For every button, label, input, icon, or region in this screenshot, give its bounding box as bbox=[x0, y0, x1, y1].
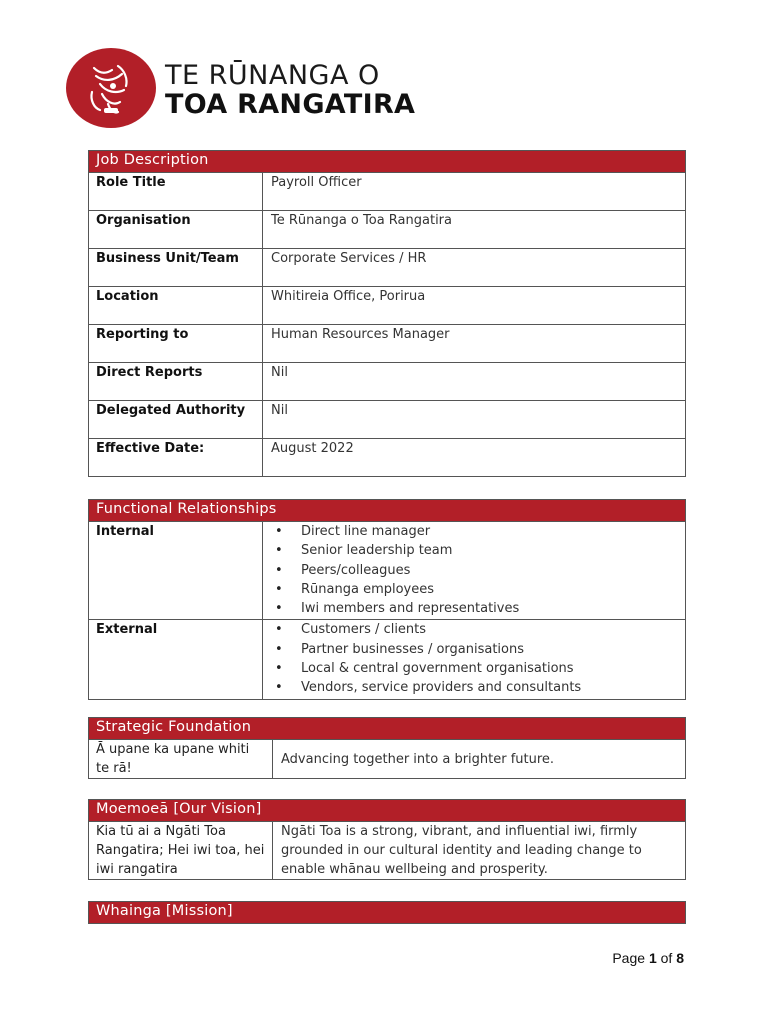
row-value-location: Whitireia Office, Porirua bbox=[263, 287, 686, 325]
table-row bbox=[89, 249, 686, 287]
list-item: • Peers/colleagues bbox=[293, 561, 685, 580]
internal-label: Internal bbox=[89, 522, 263, 620]
brand-line-2: TOA RANGATIRA bbox=[165, 89, 416, 120]
vision-header: Moemoeā [Our Vision] bbox=[89, 800, 686, 822]
external-list bbox=[263, 620, 685, 697]
strategic-foundation-translation: Advancing together into a brighter future. bbox=[273, 740, 686, 779]
table-row bbox=[89, 401, 686, 439]
row-value-organisation: Te Rūnanga o Toa Rangatira bbox=[263, 211, 686, 249]
table-row bbox=[89, 439, 686, 477]
table-row bbox=[89, 173, 686, 211]
vision-statement-maori: Kia tū ai a Ngāti Toa Rangatira; Hei iwi toa, hei iwi rangatira bbox=[89, 822, 273, 880]
of-word: of bbox=[660, 950, 673, 966]
list-item: • Local & central government organisations bbox=[293, 659, 685, 678]
functional-relationships-table bbox=[88, 499, 686, 700]
strategic-foundation-whakatauki: Ā upane ka upane whiti te rā! bbox=[89, 740, 273, 779]
internal-list bbox=[263, 522, 685, 618]
table-row bbox=[89, 287, 686, 325]
list-item: • Iwi members and representatives bbox=[293, 599, 685, 618]
internal-list-cell bbox=[263, 522, 686, 620]
row-label-business-unit: Business Unit/Team bbox=[89, 249, 263, 287]
strategic-foundation-header: Strategic Foundation bbox=[89, 718, 686, 740]
table-row bbox=[89, 822, 686, 880]
page-word: Page bbox=[612, 950, 646, 966]
job-description-header: Job Description bbox=[89, 151, 686, 173]
row-label-reporting-to: Reporting to bbox=[89, 325, 263, 363]
row-value-role-title: Payroll Officer bbox=[263, 173, 686, 211]
total-pages: 8 bbox=[676, 950, 684, 966]
list-item: • Partner businesses / organisations bbox=[293, 640, 685, 659]
row-label-organisation: Organisation bbox=[89, 211, 263, 249]
row-label-location: Location bbox=[89, 287, 263, 325]
list-item: • Vendors, service providers and consultants bbox=[293, 678, 685, 697]
row-value-effective-date: August 2022 bbox=[263, 439, 686, 477]
job-description-table bbox=[88, 150, 686, 477]
table-row bbox=[89, 363, 686, 401]
current-page: 1 bbox=[648, 950, 657, 966]
row-value-reporting-to: Human Resources Manager bbox=[263, 325, 686, 363]
row-label-direct-reports: Direct Reports bbox=[89, 363, 263, 401]
mission-table bbox=[88, 901, 686, 924]
row-value-business-unit: Corporate Services / HR bbox=[263, 249, 686, 287]
row-label-delegated-authority: Delegated Authority bbox=[89, 401, 263, 439]
table-row bbox=[89, 325, 686, 363]
page-number bbox=[612, 950, 684, 966]
external-list-cell bbox=[263, 620, 686, 699]
vision-table bbox=[88, 799, 686, 880]
list-item: • Direct line manager bbox=[293, 522, 685, 541]
list-item: • Senior leadership team bbox=[293, 541, 685, 560]
external-label: External bbox=[89, 620, 263, 699]
functional-relationships-header: Functional Relationships bbox=[89, 500, 686, 522]
table-row bbox=[89, 522, 686, 620]
row-value-direct-reports: Nil bbox=[263, 363, 686, 401]
row-value-delegated-authority: Nil bbox=[263, 401, 686, 439]
table-row bbox=[89, 620, 686, 699]
list-item: • Rūnanga employees bbox=[293, 580, 685, 599]
mission-header: Whainga [Mission] bbox=[89, 902, 686, 924]
strategic-foundation-table bbox=[88, 717, 686, 779]
vision-statement-english: Ngāti Toa is a strong, vibrant, and influential iwi, firmly grounded in our cultural identity and leading change to enable whānau wellbeing and prosperity. bbox=[273, 822, 686, 880]
toa-emblem-icon bbox=[66, 48, 156, 128]
row-label-effective-date: Effective Date: bbox=[89, 439, 263, 477]
brand-line-1: TE RŪNANGA O bbox=[165, 60, 380, 91]
table-row bbox=[89, 211, 686, 249]
row-label-role-title: Role Title bbox=[89, 173, 263, 211]
table-row bbox=[89, 740, 686, 779]
list-item: • Customers / clients bbox=[293, 620, 685, 639]
organisation-logo bbox=[66, 48, 426, 128]
